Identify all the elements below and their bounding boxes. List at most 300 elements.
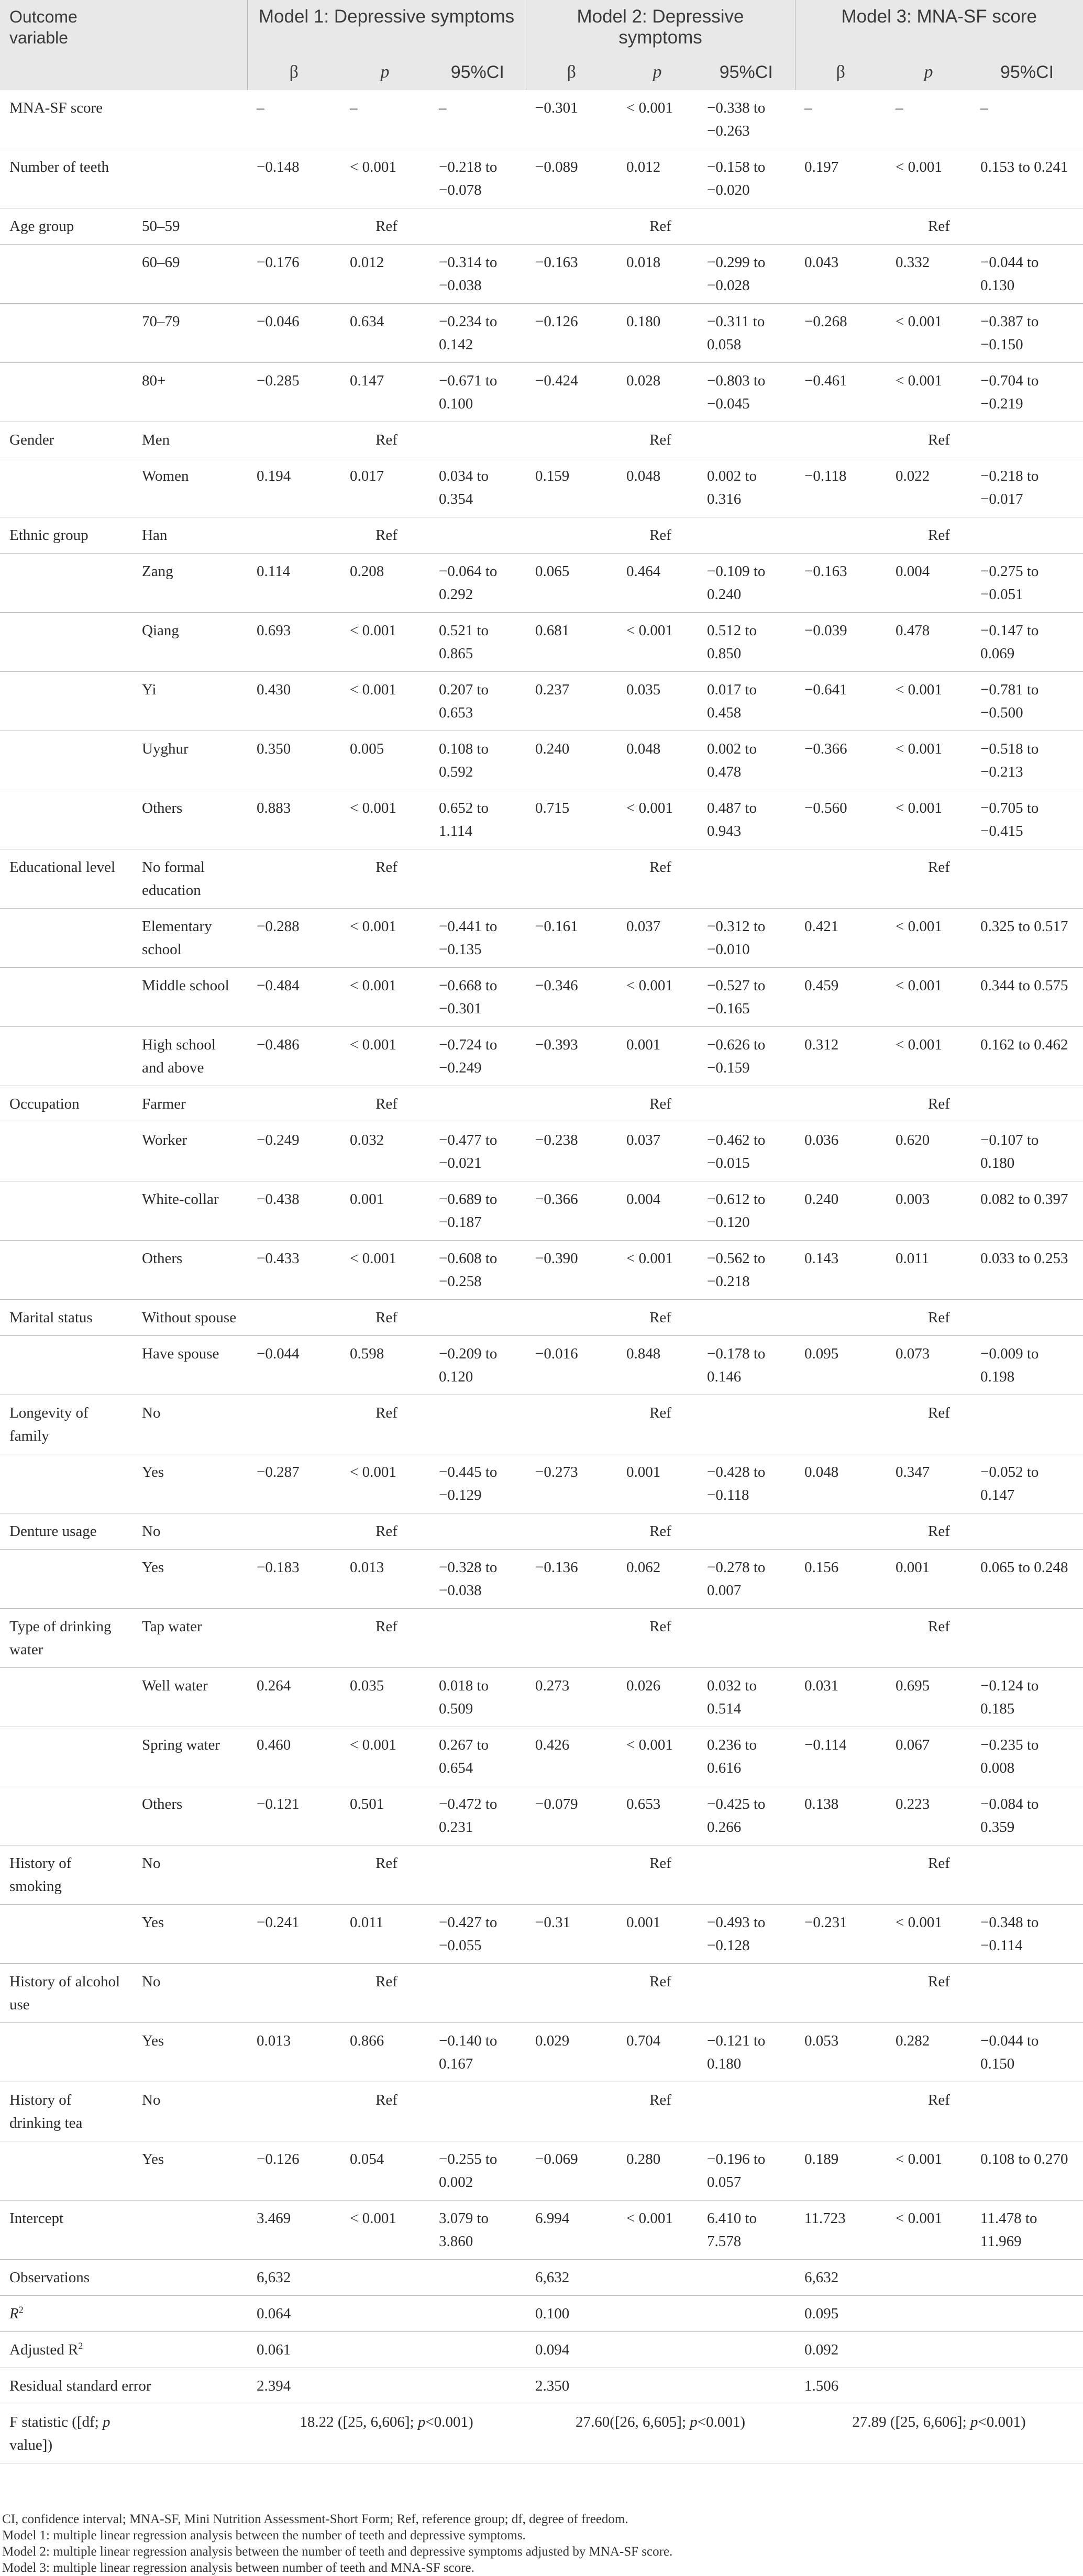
beta-cell: 0.240 [804, 1191, 839, 1208]
p-value-cell: < 0.001 [350, 1250, 396, 1267]
level-label: 80+ [142, 372, 166, 389]
p-value-cell: < 0.001 [626, 622, 673, 639]
beta-cell: 0.426 [535, 1737, 570, 1753]
beta-cell: 0.194 [257, 468, 291, 484]
table-row [0, 458, 1083, 517]
reference-cell: Ref [375, 1523, 397, 1540]
ci-cell: −0.689 to −0.187 [439, 1191, 498, 1231]
ci-cell: −0.109 to 0.240 [707, 563, 766, 603]
p-value-cell: 0.011 [896, 1250, 930, 1267]
table-row [0, 1336, 1083, 1395]
table-row [0, 1241, 1083, 1300]
summary-row-r2 [0, 2296, 1083, 2332]
beta-cell: 0.197 [804, 159, 839, 175]
variable-label: Number of teeth [9, 159, 109, 175]
table-row [0, 208, 1083, 245]
footnotes [0, 2511, 1083, 2576]
p-value-cell: 0.028 [626, 372, 661, 389]
beta-cell: −0.249 [257, 1132, 300, 1148]
reference-cell: Ref [928, 527, 950, 544]
p-value-cell: 0.866 [350, 2032, 384, 2049]
beta-cell: 0.264 [257, 1677, 291, 1694]
p-value-cell: < 0.001 [896, 2210, 942, 2227]
p-value-cell: 0.073 [896, 1345, 930, 1362]
beta-cell: −0.148 [257, 159, 300, 175]
variable-label [0, 245, 132, 304]
beta-cell: 0.156 [804, 1559, 839, 1576]
reference-cell: Ref [649, 1523, 671, 1540]
ci-cell: −0.671 to 0.100 [439, 372, 498, 412]
table-row [0, 1027, 1083, 1086]
variable-label [0, 613, 132, 672]
reference-cell: Ref [375, 432, 397, 448]
beta-cell: −0.126 [257, 2151, 300, 2168]
adj-r2-model-1: 0.061 [257, 2341, 291, 2358]
reference-cell: Ref [928, 1309, 950, 1326]
variable-label [0, 731, 132, 790]
beta-cell: 0.430 [257, 681, 291, 698]
p-value-cell: < 0.001 [350, 622, 396, 639]
beta-cell: – [804, 99, 812, 116]
r2-model-1: 0.064 [257, 2305, 291, 2322]
p-value-cell: 0.620 [896, 1132, 930, 1148]
p-value-cell: 0.003 [896, 1191, 930, 1208]
reference-cell: Ref [649, 218, 671, 235]
beta-cell: −0.288 [257, 918, 300, 935]
beta-cell: 0.273 [535, 1677, 570, 1694]
beta-cell: −0.346 [535, 977, 578, 994]
row-label: Observations [9, 2269, 90, 2286]
beta-cell: −0.241 [257, 1914, 300, 1931]
p-value-cell: < 0.001 [626, 1737, 673, 1753]
beta-cell: −0.089 [535, 159, 578, 175]
p-value-cell: 0.018 [626, 254, 661, 271]
p-value-cell: < 0.001 [626, 977, 673, 994]
ci-cell: −0.472 to 0.231 [439, 1796, 498, 1836]
variable-label: Intercept [9, 2210, 64, 2227]
beta-header: β [526, 54, 617, 90]
ci-cell: 0.065 to 0.248 [980, 1559, 1068, 1576]
p-header: p [340, 54, 429, 90]
p-value-cell: 0.598 [350, 1345, 384, 1362]
p-value-cell: 0.208 [350, 563, 384, 580]
p-value-cell: < 0.001 [350, 1737, 396, 1753]
table-body [0, 90, 1083, 2260]
level-label: No formal education [142, 859, 205, 899]
table-row [0, 909, 1083, 968]
beta-header: β [795, 54, 886, 90]
variable-label [0, 1786, 132, 1845]
p-value-cell: 0.001 [350, 1191, 384, 1208]
beta-cell: −0.039 [804, 622, 847, 639]
table-row [0, 968, 1083, 1027]
beta-cell: 0.053 [804, 2032, 839, 2049]
p-value-cell: 0.001 [896, 1559, 930, 1576]
level-label: High school and above [142, 1036, 216, 1076]
table-header [0, 0, 1083, 90]
table-row [0, 849, 1083, 909]
ci-cell: −0.196 to 0.057 [707, 2151, 766, 2191]
ci-cell: −0.158 to −0.020 [707, 159, 766, 198]
ci-cell: 0.153 to 0.241 [980, 159, 1068, 175]
ci-cell: −0.178 to 0.146 [707, 1345, 766, 1385]
row-label: Adjusted $R^2$ [9, 2340, 83, 2358]
table-row [0, 1905, 1083, 1964]
variable-label [0, 909, 132, 968]
model-1-header: Model 1: Depressive symptoms [247, 0, 526, 54]
ci-cell: 11.478 to 11.969 [980, 2210, 1037, 2250]
table-row [0, 1550, 1083, 1609]
ci-cell: −0.314 to −0.038 [439, 254, 498, 294]
variable-label [0, 304, 132, 363]
beta-cell: −0.273 [535, 1464, 578, 1480]
ci-cell: 0.325 to 0.517 [980, 918, 1068, 935]
p-value-cell: 0.067 [896, 1737, 930, 1753]
model-2-header: Model 2: Depressive symptoms [526, 0, 795, 54]
reference-cell: Ref [375, 1096, 397, 1112]
observations-model-2: 6,632 [535, 2269, 570, 2286]
p-value-cell: 0.653 [626, 1796, 661, 1812]
variable-label: Age group [9, 218, 74, 235]
ci-cell: −0.052 to 0.147 [980, 1464, 1039, 1503]
reference-cell: Ref [928, 1618, 950, 1635]
ci-cell: 0.108 to 0.270 [980, 2151, 1068, 2168]
p-value-cell: – [896, 99, 903, 116]
table-row [0, 1395, 1083, 1454]
beta-cell: 0.159 [535, 468, 570, 484]
table-row [0, 672, 1083, 731]
p-value-cell: 0.147 [350, 372, 384, 389]
beta-cell: 0.350 [257, 740, 291, 757]
beta-cell: −0.046 [257, 313, 300, 330]
reference-cell: Ref [375, 2092, 397, 2108]
table-row [0, 149, 1083, 208]
summary-row-adjusted-r2 [0, 2332, 1083, 2368]
table-row [0, 2082, 1083, 2141]
level-label: No [142, 1523, 161, 1540]
reference-cell: Ref [375, 1618, 397, 1635]
table-row [0, 245, 1083, 304]
footnote-model-3: Model 3: multiple linear regression analysis between number of teeth and MNA-SF score. [2, 2561, 474, 2575]
level-label: Men [142, 432, 170, 448]
p-value-cell: 0.634 [350, 313, 384, 330]
ci-cell: 0.236 to 0.616 [707, 1737, 757, 1776]
beta-cell: 0.095 [804, 1345, 839, 1362]
level-label: 60–69 [142, 254, 180, 271]
level-label: Yes [142, 1464, 164, 1480]
level-label: Yes [142, 1914, 164, 1931]
beta-cell: −0.163 [804, 563, 847, 580]
ci-cell: 0.017 to 0.458 [707, 681, 757, 721]
p-value-cell: 0.001 [626, 1914, 661, 1931]
beta-cell: 0.459 [804, 977, 839, 994]
footnote-model-1: Model 1: multiple linear regression analysis between the number of teeth and depressive symptoms. [2, 2528, 526, 2542]
p-value-cell: 0.223 [896, 1796, 930, 1812]
ci-cell: −0.462 to −0.015 [707, 1132, 766, 1171]
ci-cell: −0.668 to −0.301 [439, 977, 498, 1017]
observations-model-3: 6,632 [804, 2269, 839, 2286]
variable-label: History of smoking [9, 1855, 72, 1895]
p-value-cell: 0.180 [626, 313, 661, 330]
p-value-cell: 0.037 [626, 1132, 661, 1148]
variable-label [0, 1027, 132, 1086]
p-value-cell: < 0.001 [896, 977, 942, 994]
adj-r2-model-3: 0.092 [804, 2341, 839, 2358]
variable-label: Longevity of family [9, 1405, 89, 1444]
ci-cell: −0.084 to 0.359 [980, 1796, 1039, 1836]
variable-label: Ethnic group [9, 527, 89, 544]
beta-cell: 0.189 [804, 2151, 839, 2168]
p-value-cell: 0.704 [626, 2032, 661, 2049]
level-label: Spring water [142, 1737, 220, 1753]
level-label [132, 90, 247, 149]
beta-cell: 0.114 [257, 563, 291, 580]
level-label: Yes [142, 1559, 164, 1576]
ci-cell: −0.278 to 0.007 [707, 1559, 766, 1599]
ci-cell: −0.562 to −0.218 [707, 1250, 766, 1290]
beta-cell: −0.461 [804, 372, 847, 389]
f-statistic-model-3: 27.89 ([25, 6,606]; p<0.001) [852, 2414, 1026, 2430]
ci-cell: 0.002 to 0.316 [707, 468, 757, 507]
beta-cell: −0.433 [257, 1250, 300, 1267]
beta-cell: −0.424 [535, 372, 578, 389]
reference-cell: Ref [928, 1405, 950, 1421]
variable-label [0, 1454, 132, 1513]
level-label: Have spouse [142, 1345, 219, 1362]
row-label: F statistic ([df; p value]) [9, 2414, 110, 2453]
beta-cell: 0.312 [804, 1036, 839, 1053]
ci-cell: −0.044 to 0.150 [980, 2032, 1039, 2072]
p-value-cell: < 0.001 [896, 681, 942, 698]
reference-cell: Ref [649, 1618, 671, 1635]
p-value-cell: < 0.001 [350, 681, 396, 698]
ci-cell: −0.428 to −0.118 [707, 1464, 766, 1503]
summary-row-f-statistic [0, 2404, 1083, 2463]
beta-cell: 0.138 [804, 1796, 839, 1812]
ci-cell: −0.527 to −0.165 [707, 977, 766, 1017]
ci-cell: −0.064 to 0.292 [439, 563, 498, 603]
variable-label [0, 790, 132, 849]
variable-label: Marital status [9, 1309, 93, 1326]
reference-cell: Ref [375, 1855, 397, 1872]
p-value-cell: 0.001 [626, 1036, 661, 1053]
beta-cell: 0.013 [257, 2032, 291, 2049]
table-row [0, 1668, 1083, 1727]
p-value-cell: 0.013 [350, 1559, 384, 1576]
p-value-cell: < 0.001 [350, 800, 396, 816]
ci-cell: 0.207 to 0.653 [439, 681, 489, 721]
table-row [0, 1122, 1083, 1181]
beta-cell: −0.114 [804, 1737, 847, 1753]
variable-label: Educational level [9, 859, 116, 876]
rse-model-2: 2.350 [535, 2378, 570, 2394]
table-row [0, 1845, 1083, 1905]
reference-cell: Ref [649, 1309, 671, 1326]
level-label: Han [142, 527, 168, 544]
ci-cell: −0.218 to −0.078 [439, 159, 498, 198]
beta-cell: 0.031 [804, 1677, 839, 1694]
p-value-cell: 0.478 [896, 622, 930, 639]
p-value-cell: < 0.001 [896, 740, 942, 757]
summary-body [0, 2260, 1083, 2463]
footnote-abbreviations: CI, confidence interval; MNA-SF, Mini Nutrition Assessment-Short Form; Ref, reference group; df, degree of freedom. [2, 2512, 628, 2526]
level-label: 50–59 [142, 218, 180, 235]
ci-cell: −0.445 to −0.129 [439, 1464, 498, 1503]
ci-cell: 0.521 to 0.865 [439, 622, 489, 662]
beta-cell: −0.366 [535, 1191, 578, 1208]
p-value-cell: < 0.001 [896, 372, 942, 389]
variable-label [0, 968, 132, 1027]
outcome-variable-header: Outcome variable [0, 0, 132, 90]
table-row [0, 1300, 1083, 1336]
beta-cell: −0.136 [535, 1559, 578, 1576]
p-value-cell: 0.695 [896, 1677, 930, 1694]
p-value-cell: 0.501 [350, 1796, 384, 1812]
level-label: Tap water [142, 1618, 202, 1635]
r2-model-3: 0.095 [804, 2305, 839, 2322]
level-label: Qiang [142, 622, 179, 639]
variable-label: History of drinking tea [9, 2092, 83, 2131]
level-label: Women [142, 468, 189, 484]
p-value-cell: < 0.001 [896, 313, 942, 330]
ci-cell: −0.312 to −0.010 [707, 918, 766, 958]
ci-cell: −0.124 to 0.185 [980, 1677, 1039, 1717]
ci-cell: −0.121 to 0.180 [707, 2032, 766, 2072]
level-label: Others [142, 1796, 183, 1812]
summary-row-observations [0, 2260, 1083, 2296]
variable-label [0, 1550, 132, 1609]
reference-cell: Ref [649, 432, 671, 448]
ci-cell: −0.612 to −0.120 [707, 1191, 766, 1231]
ci-cell: −0.427 to −0.055 [439, 1914, 498, 1954]
p-value-cell: < 0.001 [896, 800, 942, 816]
level-label: No [142, 1855, 161, 1872]
table-row [0, 1727, 1083, 1786]
reference-cell: Ref [375, 1973, 397, 1990]
beta-cell: 0.421 [804, 918, 839, 935]
p-value-cell: < 0.001 [350, 1036, 396, 1053]
beta-cell: −0.121 [257, 1796, 300, 1812]
beta-cell: 0.237 [535, 681, 570, 698]
p-value-cell: < 0.001 [350, 2210, 396, 2227]
level-label: Middle school [142, 977, 229, 994]
ci-cell: −0.441 to −0.135 [439, 918, 498, 958]
ci-cell: −0.147 to 0.069 [980, 622, 1039, 662]
model-3-header: Model 3: MNA-SF score [795, 0, 1083, 54]
beta-cell: 0.065 [535, 563, 570, 580]
ci-cell: 0.108 to 0.592 [439, 740, 489, 780]
reference-cell: Ref [928, 2092, 950, 2108]
variable-label [0, 1668, 132, 1727]
level-label [132, 2201, 247, 2260]
beta-cell: −0.641 [804, 681, 847, 698]
beta-cell: −0.287 [257, 1464, 300, 1480]
reference-cell: Ref [928, 1973, 950, 1990]
variable-label [0, 1181, 132, 1241]
p-value-cell: 0.037 [626, 918, 661, 935]
ci-cell: – [980, 99, 988, 116]
ci-cell: – [439, 99, 447, 116]
reference-cell: Ref [649, 2092, 671, 2108]
ci-cell: 0.082 to 0.397 [980, 1191, 1068, 1208]
table-row [0, 304, 1083, 363]
variable-label: Type of drinking water [9, 1618, 112, 1658]
beta-cell: −0.484 [257, 977, 300, 994]
ci-cell: −0.235 to 0.008 [980, 1737, 1039, 1776]
beta-cell: −0.393 [535, 1036, 578, 1053]
variable-label: Denture usage [9, 1523, 97, 1540]
level-label: Yes [142, 2151, 164, 2168]
ci-cell: 0.162 to 0.462 [980, 1036, 1068, 1053]
reference-cell: Ref [649, 859, 671, 876]
ci-cell: 0.018 to 0.509 [439, 1677, 489, 1717]
p-value-cell: < 0.001 [626, 800, 673, 816]
p-value-cell: 0.017 [350, 468, 384, 484]
beta-cell: −0.044 [257, 1345, 300, 1362]
footnote-model-2: Model 2: multiple linear regression analysis between the number of teeth and depressive symptoms adjusted by MNA-SF score. [2, 2545, 673, 2559]
ci-cell: −0.275 to −0.051 [980, 563, 1039, 603]
variable-label [0, 1336, 132, 1395]
ci-cell: 0.034 to 0.354 [439, 468, 489, 507]
p-value-cell: < 0.001 [350, 977, 396, 994]
reference-cell: Ref [649, 1096, 671, 1112]
r2-model-2: 0.100 [535, 2305, 570, 2322]
reference-cell: Ref [375, 1405, 397, 1421]
beta-cell: −0.161 [535, 918, 578, 935]
beta-cell: 0.043 [804, 254, 839, 271]
rse-model-3: 1.506 [804, 2378, 839, 2394]
p-value-cell: 0.005 [350, 740, 384, 757]
beta-cell: 0.681 [535, 622, 570, 639]
table-row [0, 517, 1083, 554]
level-label: Uyghur [142, 740, 189, 757]
table-row [0, 1454, 1083, 1513]
beta-cell: −0.183 [257, 1559, 300, 1576]
ci-cell: −0.704 to −0.219 [980, 372, 1039, 412]
reference-cell: Ref [649, 1973, 671, 1990]
level-header [132, 0, 247, 90]
f-statistic-model-1: 18.22 ([25, 6,606]; p<0.001) [300, 2414, 473, 2430]
ci-cell: −0.348 to −0.114 [980, 1914, 1039, 1954]
table-row [0, 1181, 1083, 1241]
beta-header: β [247, 54, 340, 90]
ci-cell: −0.009 to 0.198 [980, 1345, 1039, 1385]
reference-cell: Ref [649, 527, 671, 544]
beta-cell: 6.994 [535, 2210, 570, 2227]
level-label: Zang [142, 563, 173, 580]
beta-cell: 0.883 [257, 800, 291, 816]
ci-cell: −0.255 to 0.002 [439, 2151, 498, 2191]
variable-label [0, 363, 132, 422]
summary-row-rse [0, 2368, 1083, 2404]
beta-cell: 0.048 [804, 1464, 839, 1480]
p-value-cell: 0.464 [626, 563, 661, 580]
p-value-cell: < 0.001 [350, 159, 396, 175]
p-value-cell: 0.282 [896, 2032, 930, 2049]
ci-cell: −0.705 to −0.415 [980, 800, 1039, 839]
p-value-cell: 0.022 [896, 468, 930, 484]
beta-cell: −0.390 [535, 1250, 578, 1267]
p-value-cell: < 0.001 [896, 918, 942, 935]
table-row [0, 613, 1083, 672]
p-header: p [886, 54, 971, 90]
ci-cell: 0.512 to 0.850 [707, 622, 757, 662]
ci-cell: −0.477 to −0.021 [439, 1132, 498, 1171]
variable-label [0, 1241, 132, 1300]
level-label: Yes [142, 2032, 164, 2049]
ci-cell: −0.234 to 0.142 [439, 313, 498, 353]
beta-cell: −0.486 [257, 1036, 300, 1053]
